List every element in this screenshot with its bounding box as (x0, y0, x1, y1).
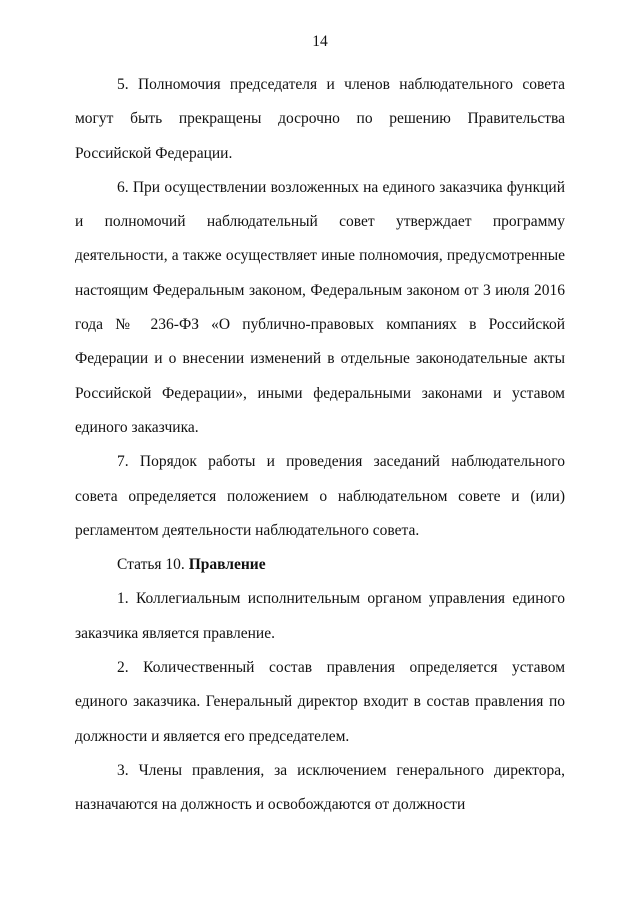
article-title: Правление (188, 556, 266, 574)
article-heading (75, 548, 565, 582)
article-paragraph-3: 3. Члены правления, за исключением генерального директора, назначаются на должность и освобождаются от должности (75, 761, 565, 814)
paragraph-7: 7. Порядок работы и проведения заседаний наблюдательного совета определяется положением о наблюдательном совете и (или) регламентом деятельности наблюдательного совета. (75, 453, 565, 539)
paragraph-6: 6. При осуществлении возложенных на единого заказчика функций и полномочий наблюдательный совет утверждает программу деятельности, а также осуществляет иные полномочия, предусмотренные настоящим Федеральным законом, Федеральным законом от 3 июля 2016 года № 236-ФЗ «О публично-правовых компаниях в Российской Федерации и о внесении изменений в отдельные законодательные акты Российской Федерации», иными федеральными законами и уставом единого заказчика. (75, 178, 565, 436)
page-number: 14 (312, 33, 328, 50)
article-paragraph-1: 1. Коллегиальным исполнительным органом управления единого заказчика является правление. (75, 590, 565, 642)
paragraph-5: 5. Полномочия председателя и членов наблюдательного совета могут быть прекращены досрочно по решению Правительства Российской Федерации. (75, 76, 565, 162)
article-paragraph-2: 2. Количественный состав правления определяется уставом единого заказчика. Генеральный директор входит в состав правления по должности и является его председателем. (75, 659, 565, 745)
document-body (75, 68, 565, 823)
article-prefix: Статья 10. (117, 556, 185, 574)
